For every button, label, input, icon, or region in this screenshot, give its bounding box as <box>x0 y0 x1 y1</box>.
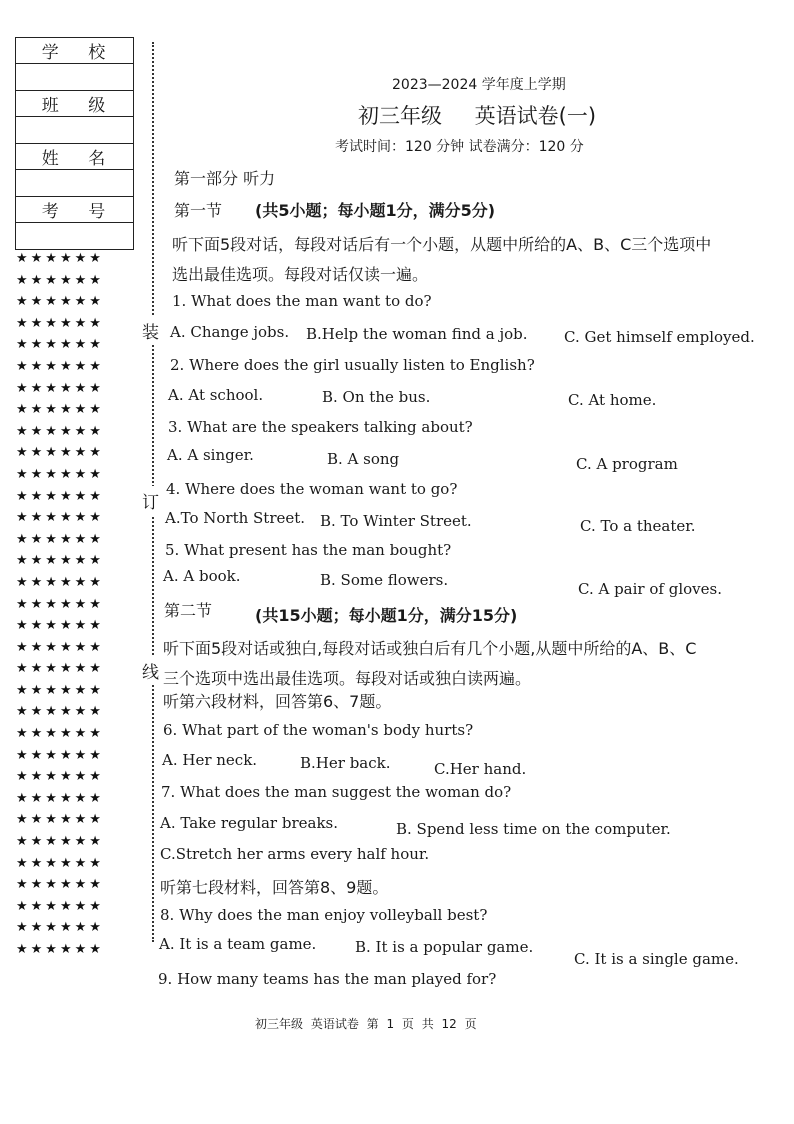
section1-instruction-line1: 听下面5段对话，每段对话后有一个小题，从题中所给的A、B、C三个选项中 <box>172 235 712 254</box>
q3-option-a: A. A singer. <box>167 446 254 464</box>
q3-option-c: C. A program <box>576 455 678 473</box>
star-row: ★★★★★★ <box>16 488 104 504</box>
star-row: ★★★★★★ <box>16 315 104 331</box>
exam-title: 初三年级 英语试卷(一) <box>358 104 597 128</box>
star-row: ★★★★★★ <box>16 251 104 266</box>
star-row: ★★★★★★ <box>16 423 104 439</box>
star-row: ★★★★★★ <box>16 510 104 526</box>
question-6: 6. What part of the woman's body hurts? <box>163 721 474 739</box>
star-row: ★★★★★★ <box>16 445 104 461</box>
star-row: ★★★★★★ <box>16 834 104 850</box>
star-row: ★★★★★★ <box>16 358 104 374</box>
star-row: ★★★★★★ <box>16 531 104 547</box>
star-row: ★★★★★★ <box>16 402 104 418</box>
question-4: 4. Where does the woman want to go? <box>166 480 458 498</box>
binding-char-zhuang: 装 <box>142 316 159 345</box>
section2-info: (共15小题；每小题1分，满分15分) <box>255 606 518 625</box>
q2-option-a: A. At school. <box>168 386 264 404</box>
part-heading: 第一部分 听力 <box>174 169 276 188</box>
section2-instruction-line2: 三个选项中选出最佳选项。每段对话或独白读两遍。 <box>163 669 532 688</box>
segment7-heading: 听第七段材料，回答第8、9题。 <box>160 878 389 897</box>
star-row: ★★★★★★ <box>16 466 104 482</box>
q7-option-b: B. Spend less time on the computer. <box>396 820 671 838</box>
q6-option-c: C.Her hand. <box>434 760 527 778</box>
q7-option-c: C.Stretch her arms every half hour. <box>160 845 430 863</box>
q8-option-a: A. It is a team game. <box>159 935 317 953</box>
star-row: ★★★★★★ <box>16 337 104 353</box>
class-field <box>16 117 133 144</box>
star-row: ★★★★★★ <box>16 639 104 655</box>
school-field <box>16 64 133 91</box>
star-row: ★★★★★★ <box>16 855 104 871</box>
star-row: ★★★★★★ <box>16 790 104 806</box>
binding-char-ding: 订 <box>142 486 159 515</box>
name-label: 姓 名 <box>16 144 133 170</box>
star-row: ★★★★★★ <box>16 704 104 720</box>
section1-instruction-line2: 选出最佳选项。每段对话仅读一遍。 <box>172 265 429 284</box>
star-row: ★★★★★★ <box>16 553 104 569</box>
question-2: 2. Where does the girl usually listen to English? <box>170 356 535 374</box>
section1-label: 第一节 <box>174 201 223 220</box>
q3-option-b: B. A song <box>327 450 400 468</box>
star-row: ★★★★★★ <box>16 618 104 634</box>
school-label: 学 校 <box>16 38 133 64</box>
star-row: ★★★★★★ <box>16 920 104 936</box>
exam-number-label: 考 号 <box>16 197 133 223</box>
star-border <box>16 248 136 961</box>
name-field <box>16 170 133 197</box>
q6-option-b: B.Her back. <box>300 754 391 772</box>
class-label: 班 级 <box>16 91 133 117</box>
question-1: 1. What does the man want to do? <box>172 292 432 310</box>
star-row: ★★★★★★ <box>16 769 104 785</box>
binding-char-xian: 线 <box>142 656 159 685</box>
q8-option-b: B. It is a popular game. <box>355 938 534 956</box>
section2-instruction-line1: 听下面5段对话或独白,每段对话或独白后有几个小题,从题中所给的A、B、C <box>163 639 697 658</box>
q7-option-a: A. Take regular breaks. <box>160 814 339 832</box>
exam-number-field <box>16 223 133 249</box>
star-row: ★★★★★★ <box>16 877 104 893</box>
q4-option-b: B. To Winter Street. <box>320 512 472 530</box>
star-row: ★★★★★★ <box>16 661 104 677</box>
question-7: 7. What does the man suggest the woman do? <box>161 783 512 801</box>
star-row: ★★★★★★ <box>16 682 104 698</box>
q5-option-c: C. A pair of gloves. <box>578 580 722 598</box>
section1-info: (共5小题；每小题1分，满分5分) <box>255 201 496 220</box>
student-info-table <box>15 37 134 250</box>
star-row: ★★★★★★ <box>16 574 104 590</box>
page-footer: 初三年级 英语试卷 第 1 页 共 12 页 <box>255 1017 477 1031</box>
star-row: ★★★★★★ <box>16 747 104 763</box>
question-3: 3. What are the speakers talking about? <box>168 418 473 436</box>
q5-option-b: B. Some flowers. <box>320 571 449 589</box>
segment6-heading: 听第六段材料，回答第6、7题。 <box>163 692 392 711</box>
q1-option-b: B.Help the woman find a job. <box>306 325 528 343</box>
star-row: ★★★★★★ <box>16 596 104 612</box>
q4-option-a: A.To North Street. <box>165 509 306 527</box>
q2-option-c: C. At home. <box>568 391 657 409</box>
q5-option-a: A. A book. <box>163 567 241 585</box>
question-8: 8. Why does the man enjoy volleyball best? <box>160 906 488 924</box>
star-row: ★★★★★★ <box>16 942 104 957</box>
q1-option-c: C. Get himself employed. <box>564 328 755 346</box>
exam-info: 考试时间：120 分钟 试卷满分：120 分 <box>335 139 584 155</box>
star-row: ★★★★★★ <box>16 898 104 914</box>
q2-option-b: B. On the bus. <box>322 388 431 406</box>
star-row: ★★★★★★ <box>16 380 104 396</box>
question-9: 9. How many teams has the man played for? <box>158 970 497 988</box>
star-row: ★★★★★★ <box>16 812 104 828</box>
star-row: ★★★★★★ <box>16 272 104 288</box>
question-5: 5. What present has the man bought? <box>165 541 452 559</box>
q6-option-a: A. Her neck. <box>162 751 258 769</box>
section2-label: 第二节 <box>164 601 213 620</box>
q1-option-a: A. Change jobs. <box>170 323 290 341</box>
star-row: ★★★★★★ <box>16 294 104 310</box>
q4-option-c: C. To a theater. <box>580 517 696 535</box>
q8-option-c: C. It is a single game. <box>574 950 739 968</box>
school-year: 2023—2024 学年度上学期 <box>392 77 566 93</box>
star-row: ★★★★★★ <box>16 726 104 742</box>
